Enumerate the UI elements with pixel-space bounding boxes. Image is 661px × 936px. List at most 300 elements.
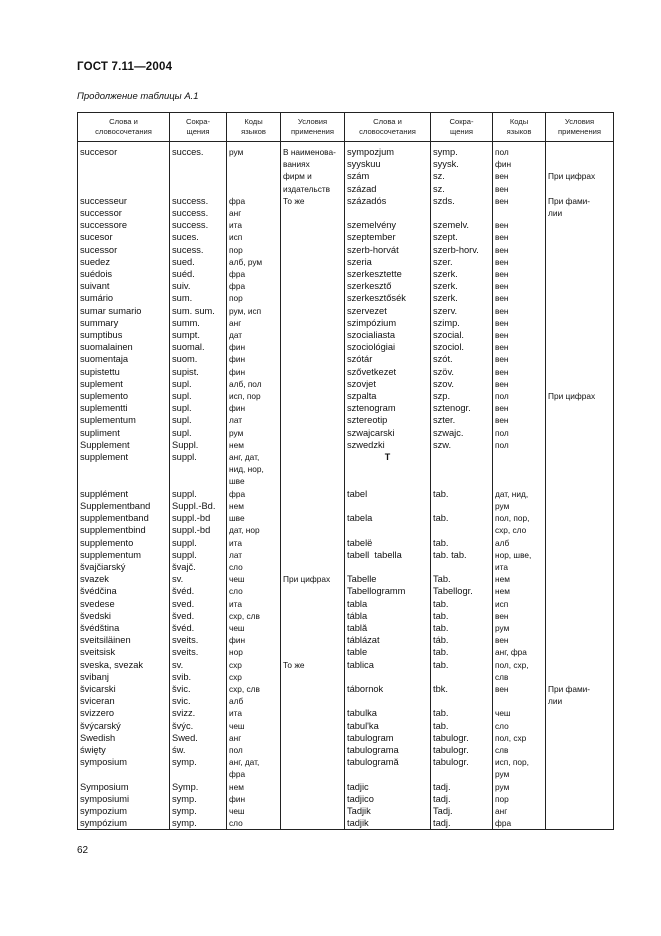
table-row <box>78 585 614 597</box>
cell-word: szovjet <box>345 378 431 390</box>
cell-word: švýcarský <box>78 720 170 732</box>
cell-word: sveska, svezak <box>78 659 170 671</box>
cell-lang-code: анг <box>227 207 281 219</box>
cell-condition <box>281 341 345 353</box>
cell-word <box>345 207 431 219</box>
table-row <box>78 732 614 744</box>
cell-lang-code: вен <box>493 268 546 280</box>
table-row <box>78 817 614 830</box>
cell-word: szocialiasta <box>345 329 431 341</box>
cell-abbrev <box>170 158 227 170</box>
cell-lang-code: сло <box>227 585 281 597</box>
cell-lang-code: сло <box>227 561 281 573</box>
cell-word: svedese <box>78 598 170 610</box>
cell-abbrev: tadj. <box>431 793 493 805</box>
cell-lang-code: пол, пор, <box>493 512 546 524</box>
cell-word: szerkesztette <box>345 268 431 280</box>
cell-lang-code: рум, исп <box>227 305 281 317</box>
cell-lang-code: ита <box>227 537 281 549</box>
cell-abbrev: tabulogr. <box>431 744 493 756</box>
cell-lang-code: вен <box>493 353 546 365</box>
cell-abbrev: Tabellogr. <box>431 585 493 597</box>
table-row <box>78 622 614 634</box>
cell-condition: лии <box>546 207 614 219</box>
cell-word: sympózium <box>78 817 170 830</box>
cell-abbrev: szocial. <box>431 329 493 341</box>
cell-condition <box>546 537 614 549</box>
cell-abbrev: symp. <box>431 142 493 159</box>
cell-word <box>78 170 170 182</box>
cell-lang-code <box>227 158 281 170</box>
cell-condition: При цифрах <box>546 390 614 402</box>
cell-abbrev: szter. <box>431 414 493 426</box>
cell-lang-code: схр <box>227 671 281 683</box>
cell-lang-code: исп, пор <box>227 390 281 402</box>
cell-lang-code: вен <box>493 231 546 243</box>
table-row <box>78 793 614 805</box>
cell-lang-code: нид, нор, <box>227 463 281 475</box>
table-row <box>78 488 614 500</box>
cell-lang-code: сло <box>493 720 546 732</box>
cell-word <box>345 768 431 780</box>
cell-word: Supplementband <box>78 500 170 512</box>
table-row <box>78 451 614 463</box>
cell-lang-code: пор <box>493 793 546 805</box>
cell-condition <box>546 414 614 426</box>
cell-lang-code: ита <box>493 561 546 573</box>
cell-lang-code: алб <box>493 537 546 549</box>
cell-condition <box>281 305 345 317</box>
cell-lang-code: нем <box>227 439 281 451</box>
cell-word: tabell tabella <box>345 549 431 561</box>
cell-word: tadjic <box>345 781 431 793</box>
cell-word: supistettu <box>78 366 170 378</box>
cell-condition <box>546 341 614 353</box>
cell-word: supplementband <box>78 512 170 524</box>
cell-abbrev: św. <box>170 744 227 756</box>
cell-lang-code: рум <box>227 142 281 159</box>
cell-abbrev: szw. <box>431 439 493 451</box>
cell-condition <box>546 183 614 195</box>
cell-lang-code: вен <box>493 366 546 378</box>
cell-lang-code: вен <box>493 305 546 317</box>
cell-word: tabulograma <box>345 744 431 756</box>
cell-lang-code: вен <box>493 244 546 256</box>
cell-lang-code: вен <box>493 683 546 695</box>
cell-lang-code: вен <box>493 402 546 414</box>
cell-abbrev: suom. <box>170 353 227 365</box>
cell-condition <box>546 475 614 487</box>
cell-word: sumar sumario <box>78 305 170 317</box>
col-header-words: Слова и словосочетания <box>78 113 170 142</box>
cell-lang-code: дат, нид, <box>493 488 546 500</box>
cell-abbrev <box>431 695 493 707</box>
cell-abbrev: supl. <box>170 402 227 414</box>
cell-lang-code: вен <box>493 610 546 622</box>
cell-word: szővetkezet <box>345 366 431 378</box>
cell-condition <box>281 634 345 646</box>
cell-lang-code: алб, рум <box>227 256 281 268</box>
cell-word: sumptibus <box>78 329 170 341</box>
cell-abbrev: tab. <box>431 659 493 671</box>
cell-word: szeria <box>345 256 431 268</box>
cell-word: successeur <box>78 195 170 207</box>
cell-word: supplementum <box>78 549 170 561</box>
table-row <box>78 142 614 159</box>
cell-word: sucesor <box>78 231 170 243</box>
cell-lang-code <box>227 183 281 195</box>
cell-condition <box>546 256 614 268</box>
cell-abbrev: svic. <box>170 695 227 707</box>
cell-abbrev: success. <box>170 195 227 207</box>
cell-word: sumário <box>78 292 170 304</box>
cell-word: Supplement <box>78 439 170 451</box>
cell-word: suplementti <box>78 402 170 414</box>
cell-condition: лии <box>546 695 614 707</box>
cell-lang-code: чеш <box>227 622 281 634</box>
table-row <box>78 268 614 280</box>
cell-lang-code: алб, пол <box>227 378 281 390</box>
table-row <box>78 317 614 329</box>
cell-abbrev <box>170 463 227 475</box>
cell-condition <box>546 280 614 292</box>
table-row <box>78 256 614 268</box>
cell-lang-code: фин <box>227 341 281 353</box>
cell-condition <box>546 561 614 573</box>
cell-abbrev: švic. <box>170 683 227 695</box>
cell-lang-code: фин <box>227 634 281 646</box>
cell-lang-code: дат, нор <box>227 524 281 536</box>
cell-abbrev <box>170 768 227 780</box>
cell-condition <box>546 268 614 280</box>
cell-lang-code: исп <box>227 231 281 243</box>
cell-lang-code: анг <box>227 317 281 329</box>
cell-abbrev: sum. sum. <box>170 305 227 317</box>
cell-word: tadjik <box>345 817 431 830</box>
cell-abbrev: šved. <box>170 610 227 622</box>
cell-condition: В наименова- <box>281 142 345 159</box>
cell-word: tabelë <box>345 537 431 549</box>
cell-condition <box>546 500 614 512</box>
cell-word: szám <box>345 170 431 182</box>
cell-condition <box>281 537 345 549</box>
table-row <box>78 475 614 487</box>
cell-abbrev: tab. tab. <box>431 549 493 561</box>
cell-word: tábla <box>345 610 431 622</box>
table-row <box>78 549 614 561</box>
cell-abbrev: tab. <box>431 512 493 524</box>
cell-lang-code <box>493 451 546 463</box>
cell-word: supplemento <box>78 537 170 549</box>
cell-condition: фирм и <box>281 170 345 182</box>
cell-word: švajčiarský <box>78 561 170 573</box>
cell-word: tabela <box>345 512 431 524</box>
cell-lang-code: чеш <box>227 720 281 732</box>
abbreviations-table <box>77 112 614 830</box>
cell-word: szemelvény <box>345 219 431 231</box>
cell-condition: При цифрах <box>281 573 345 585</box>
cell-word: tabul'ka <box>345 720 431 732</box>
cell-abbrev: suiv. <box>170 280 227 292</box>
cell-condition <box>546 732 614 744</box>
cell-abbrev <box>170 170 227 182</box>
cell-condition <box>281 585 345 597</box>
cell-word: sviceran <box>78 695 170 707</box>
table-row <box>78 170 614 182</box>
cell-lang-code <box>493 695 546 707</box>
cell-lang-code: вен <box>493 170 546 182</box>
col-header-conditions: Условия применения <box>281 113 345 142</box>
cell-lang-code: вен <box>493 317 546 329</box>
cell-word <box>345 695 431 707</box>
cell-condition <box>546 158 614 170</box>
cell-lang-code: анг <box>227 732 281 744</box>
cell-abbrev: tadj. <box>431 817 493 830</box>
table-row <box>78 524 614 536</box>
cell-word: tabulogramă <box>345 756 431 768</box>
cell-abbrev <box>170 183 227 195</box>
cell-condition <box>281 549 345 561</box>
cell-condition <box>546 549 614 561</box>
cell-word: Tadjik <box>345 805 431 817</box>
table-row <box>78 414 614 426</box>
cell-word: supplément <box>78 488 170 500</box>
cell-condition <box>546 805 614 817</box>
cell-word <box>345 475 431 487</box>
page-number: 62 <box>77 845 89 856</box>
cell-lang-code: анг, фра <box>493 646 546 658</box>
cell-lang-code: пор <box>227 244 281 256</box>
cell-condition <box>281 683 345 695</box>
cell-abbrev: tab. <box>431 707 493 719</box>
cell-word: švédština <box>78 622 170 634</box>
cell-abbrev: summ. <box>170 317 227 329</box>
cell-word: suomentaja <box>78 353 170 365</box>
cell-word: tabulka <box>345 707 431 719</box>
cell-word: symposium <box>78 756 170 768</box>
cell-condition <box>546 219 614 231</box>
col-header-abbrev-2: Сокра- щения <box>431 113 493 142</box>
cell-abbrev: sv. <box>170 659 227 671</box>
cell-abbrev: supl. <box>170 427 227 439</box>
cell-word <box>345 561 431 573</box>
cell-condition <box>281 756 345 768</box>
cell-condition <box>281 500 345 512</box>
cell-condition <box>281 219 345 231</box>
cell-lang-code: фин <box>227 366 281 378</box>
cell-condition <box>281 451 345 463</box>
cell-abbrev <box>431 524 493 536</box>
cell-word: sveitsisk <box>78 646 170 658</box>
cell-condition <box>546 305 614 317</box>
cell-abbrev <box>431 451 493 463</box>
cell-lang-code: нор, шве, <box>493 549 546 561</box>
cell-word: suomalainen <box>78 341 170 353</box>
cell-condition <box>281 329 345 341</box>
cell-lang-code: фра <box>227 488 281 500</box>
cell-lang-code: рум <box>493 622 546 634</box>
cell-condition <box>546 720 614 732</box>
table-caption: Продолжение таблицы А.1 <box>77 91 199 102</box>
cell-abbrev: szerk. <box>431 292 493 304</box>
cell-lang-code: рум <box>493 768 546 780</box>
cell-lang-code: сло <box>227 817 281 830</box>
cell-lang-code: чеш <box>227 805 281 817</box>
cell-abbrev <box>431 207 493 219</box>
cell-condition <box>281 524 345 536</box>
cell-lang-code: пол <box>493 142 546 159</box>
cell-abbrev: tabulogr. <box>431 732 493 744</box>
cell-word: Tabelle <box>345 573 431 585</box>
cell-abbrev: szwajc. <box>431 427 493 439</box>
cell-abbrev: tab. <box>431 622 493 634</box>
cell-lang-code: нор <box>227 646 281 658</box>
cell-condition <box>281 390 345 402</box>
cell-condition <box>281 427 345 439</box>
cell-word: szimpózium <box>345 317 431 329</box>
cell-condition <box>546 292 614 304</box>
cell-lang-code: исп, пор, <box>493 756 546 768</box>
cell-condition <box>281 317 345 329</box>
cell-abbrev: szerv. <box>431 305 493 317</box>
cell-lang-code: шве <box>227 475 281 487</box>
cell-abbrev: supist. <box>170 366 227 378</box>
cell-lang-code: фин <box>227 402 281 414</box>
table-row <box>78 463 614 475</box>
cell-word: svizzero <box>78 707 170 719</box>
cell-word: tablă <box>345 622 431 634</box>
cell-lang-code: вен <box>493 634 546 646</box>
table-row <box>78 598 614 610</box>
cell-abbrev: sued. <box>170 256 227 268</box>
cell-condition <box>281 292 345 304</box>
cell-condition: При фами- <box>546 195 614 207</box>
cell-abbrev: success. <box>170 219 227 231</box>
cell-condition <box>546 231 614 243</box>
cell-condition <box>281 610 345 622</box>
cell-word: szeptember <box>345 231 431 243</box>
cell-condition <box>281 768 345 780</box>
cell-word <box>78 183 170 195</box>
cell-abbrev: suppl.-bd <box>170 524 227 536</box>
cell-lang-code: вен <box>493 292 546 304</box>
cell-condition: То же <box>281 659 345 671</box>
cell-condition <box>281 671 345 683</box>
cell-abbrev: suces. <box>170 231 227 243</box>
table-row <box>78 402 614 414</box>
cell-abbrev: Swed. <box>170 732 227 744</box>
cell-lang-code: вен <box>493 256 546 268</box>
cell-abbrev: supl. <box>170 414 227 426</box>
cell-word: szwedzki <box>345 439 431 451</box>
cell-condition <box>546 793 614 805</box>
cell-abbrev: syysk. <box>431 158 493 170</box>
table-row <box>78 744 614 756</box>
cell-condition <box>546 598 614 610</box>
cell-lang-code: рум <box>493 781 546 793</box>
table-row <box>78 366 614 378</box>
cell-lang-code: вен <box>493 219 546 231</box>
cell-condition <box>546 512 614 524</box>
cell-abbrev: szemelv. <box>431 219 493 231</box>
cell-abbrev: Suppl.-Bd. <box>170 500 227 512</box>
cell-lang-code: вен <box>493 195 546 207</box>
cell-lang-code: дат <box>227 329 281 341</box>
cell-abbrev: suppl.-bd <box>170 512 227 524</box>
cell-lang-code: фин <box>493 158 546 170</box>
cell-condition <box>281 378 345 390</box>
cell-condition <box>281 793 345 805</box>
table-header-row <box>78 113 614 142</box>
cell-abbrev: tadj. <box>431 781 493 793</box>
cell-lang-code <box>493 475 546 487</box>
cell-lang-code: вен <box>493 378 546 390</box>
table-row <box>78 390 614 402</box>
cell-condition <box>281 744 345 756</box>
cell-condition: издательств <box>281 183 345 195</box>
cell-word: szervezet <box>345 305 431 317</box>
cell-condition <box>281 366 345 378</box>
cell-lang-code: слв <box>493 671 546 683</box>
cell-condition <box>281 207 345 219</box>
cell-lang-code <box>493 463 546 475</box>
cell-condition: При фами- <box>546 683 614 695</box>
cell-word: suedez <box>78 256 170 268</box>
cell-abbrev: suomal. <box>170 341 227 353</box>
cell-lang-code: вен <box>493 280 546 292</box>
cell-word: tábornok <box>345 683 431 695</box>
table-row <box>78 512 614 524</box>
cell-condition <box>546 646 614 658</box>
cell-condition <box>546 610 614 622</box>
cell-abbrev: tab. <box>431 488 493 500</box>
cell-abbrev: succes. <box>170 142 227 159</box>
cell-abbrev: tab. <box>431 598 493 610</box>
cell-abbrev: sumpt. <box>170 329 227 341</box>
cell-condition <box>281 439 345 451</box>
cell-condition <box>281 598 345 610</box>
table-row <box>78 500 614 512</box>
cell-condition <box>281 781 345 793</box>
table-row <box>78 720 614 732</box>
cell-condition <box>546 488 614 500</box>
cell-abbrev <box>431 671 493 683</box>
cell-condition <box>281 231 345 243</box>
cell-condition <box>546 244 614 256</box>
cell-lang-code: рум <box>227 427 281 439</box>
cell-condition <box>546 744 614 756</box>
cell-abbrev: suppl. <box>170 537 227 549</box>
cell-lang-code <box>493 207 546 219</box>
cell-word: Symposium <box>78 781 170 793</box>
cell-condition <box>546 634 614 646</box>
cell-word: symposiumi <box>78 793 170 805</box>
cell-lang-code: пол <box>493 427 546 439</box>
cell-abbrev: sved. <box>170 598 227 610</box>
cell-abbrev: supl. <box>170 378 227 390</box>
table-row <box>78 768 614 780</box>
cell-abbrev: szp. <box>431 390 493 402</box>
cell-abbrev: švéd. <box>170 622 227 634</box>
cell-word: táblázat <box>345 634 431 646</box>
cell-abbrev: sz. <box>431 183 493 195</box>
table-row <box>78 195 614 207</box>
cell-abbrev: sztenogr. <box>431 402 493 414</box>
cell-word: supplementbind <box>78 524 170 536</box>
table-row <box>78 683 614 695</box>
cell-lang-code: чеш <box>493 707 546 719</box>
cell-lang-code: лат <box>227 549 281 561</box>
